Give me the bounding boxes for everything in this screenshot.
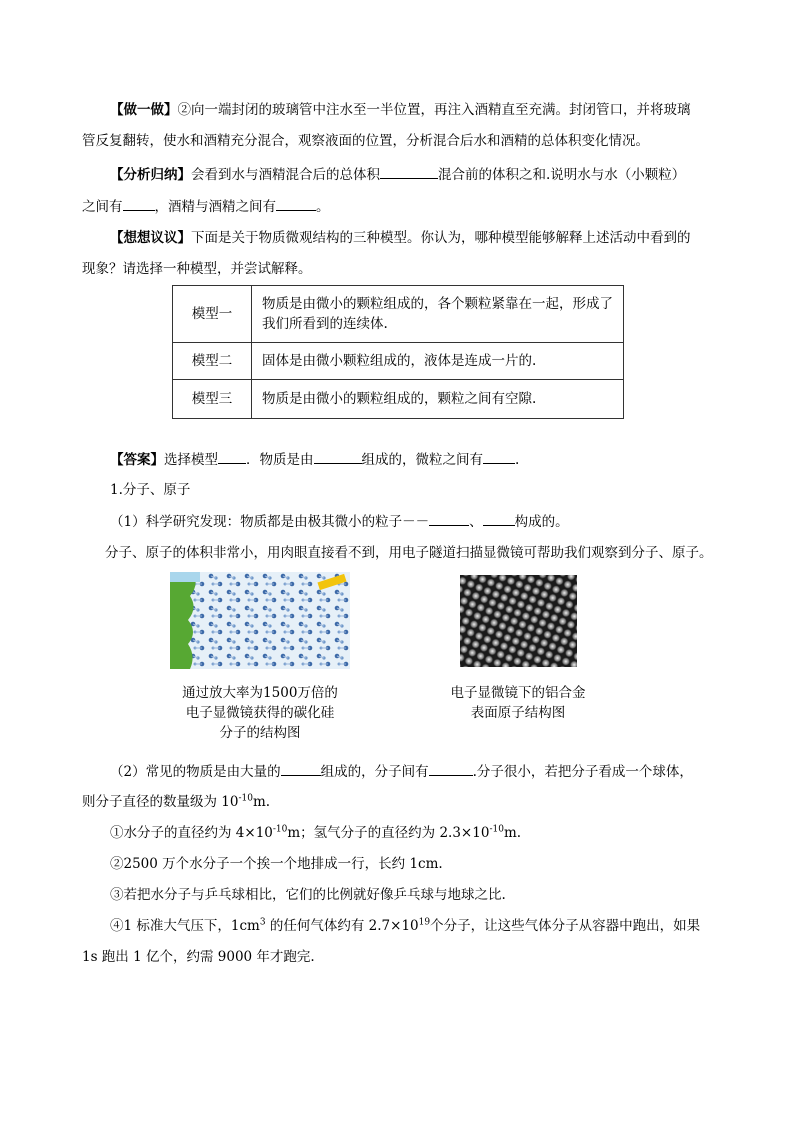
model-text: 固体是由微小颗粒组成的，液体是连成一片的.	[252, 343, 624, 380]
model-table	[172, 285, 624, 419]
model-label: 模型一	[173, 286, 252, 343]
table-row	[173, 286, 624, 343]
answer-blank[interactable]	[314, 449, 362, 464]
answer-blank[interactable]	[429, 761, 473, 776]
answer-blank[interactable]	[276, 196, 316, 211]
subsection-1: （1）科学研究发现：物质都是由极其微小的粒子－－ 、 构成的。	[110, 511, 569, 532]
answer-blank[interactable]	[429, 511, 469, 526]
fact-3: ③若把水分子与乒乓球相比，它们的比例就好像乒乓球与地球之比.	[110, 887, 506, 903]
model-text: 物质是由微小的颗粒组成的，各个颗粒紧靠在一起，形成了我们所看到的连续体.	[252, 286, 624, 343]
paragraph-do-it-cont: 管反复翻转，使水和酒精充分混合，观察液面的位置，分析混合后水和酒精的总体积变化情况。	[82, 133, 649, 149]
answer-blank[interactable]	[218, 449, 246, 464]
paragraph-think-cont: 现象？请选择一种模型，并尝试解释。	[82, 261, 312, 277]
answer-line: 【答案】选择模型 ．物质是由 组成的，微粒之间有 .	[110, 449, 519, 470]
figure-caption-1: 通过放大率为1500万倍的 电子显微镜获得的碳化硅 分子的结构图	[182, 685, 338, 741]
answer-blank[interactable]	[483, 449, 515, 464]
figure-caption-2: 电子显微镜下的铝合金 表面原子结构图	[450, 685, 586, 721]
paragraph-think: 【想想议议】下面是关于物质微观结构的三种模型。你认为，哪种模型能够解释上述活动中看到的	[110, 230, 691, 246]
model-label: 模型三	[173, 380, 252, 419]
table-row	[173, 343, 624, 380]
subsection-2-cont: 则分子直径的数量级为 $10^{-10}m$.	[82, 793, 271, 810]
model-label: 模型二	[173, 343, 252, 380]
subsection-1-text: 分子、原子的体积非常小，用肉眼直接看不到，用电子隧道扫描显微镜可帮助我们观察到分子、原子。	[105, 545, 713, 561]
section-title: 1.分子、原子	[110, 482, 191, 498]
model-text: 物质是由微小的颗粒组成的，颗粒之间有空隙.	[252, 380, 624, 419]
paragraph-analysis: 【分析归纳】会看到水与酒精混合后的总体积 混合前的体积之和.说明水与水（小颗粒）	[110, 164, 685, 185]
fact-1: ①水分子的直径约为 $4\times 10^{-10}m$；氢气分子的直径约为 $2.3\times 10^{-10}m$.	[110, 824, 522, 841]
table-row	[173, 380, 624, 419]
answer-blank[interactable]	[483, 511, 515, 526]
fact-4: ④1 标准大气压下，$1cm^3$ 的任何气体约有 $2.7\times 10^{19}$个分子，让这些气体分子从容器中跑出，如果	[110, 917, 701, 934]
answer-blank[interactable]	[380, 164, 438, 179]
aluminum-alloy-image	[460, 575, 577, 667]
answer-blank[interactable]	[123, 196, 155, 211]
silicon-carbide-image	[170, 572, 350, 669]
subsection-2: （2）常见的物质是由大量的 组成的，分子间有 .分子很小，若把分子看成一个球体，	[110, 761, 693, 782]
paragraph-analysis-cont: 之间有 ，酒精与酒精之间有 。	[82, 196, 330, 217]
fact-2: ②2500 万个水分子一个挨一个地排成一行，长约 1cm.	[110, 856, 443, 872]
paragraph-do-it: 【做一做】②向一端封闭的玻璃管中注水至一半位置，再注入酒精直至充满。封闭管口，并将玻璃	[110, 102, 691, 118]
fact-4-cont: 1s 跑出 1 亿个，约需 9000 年才跑完.	[82, 949, 315, 965]
answer-blank[interactable]	[281, 761, 321, 776]
